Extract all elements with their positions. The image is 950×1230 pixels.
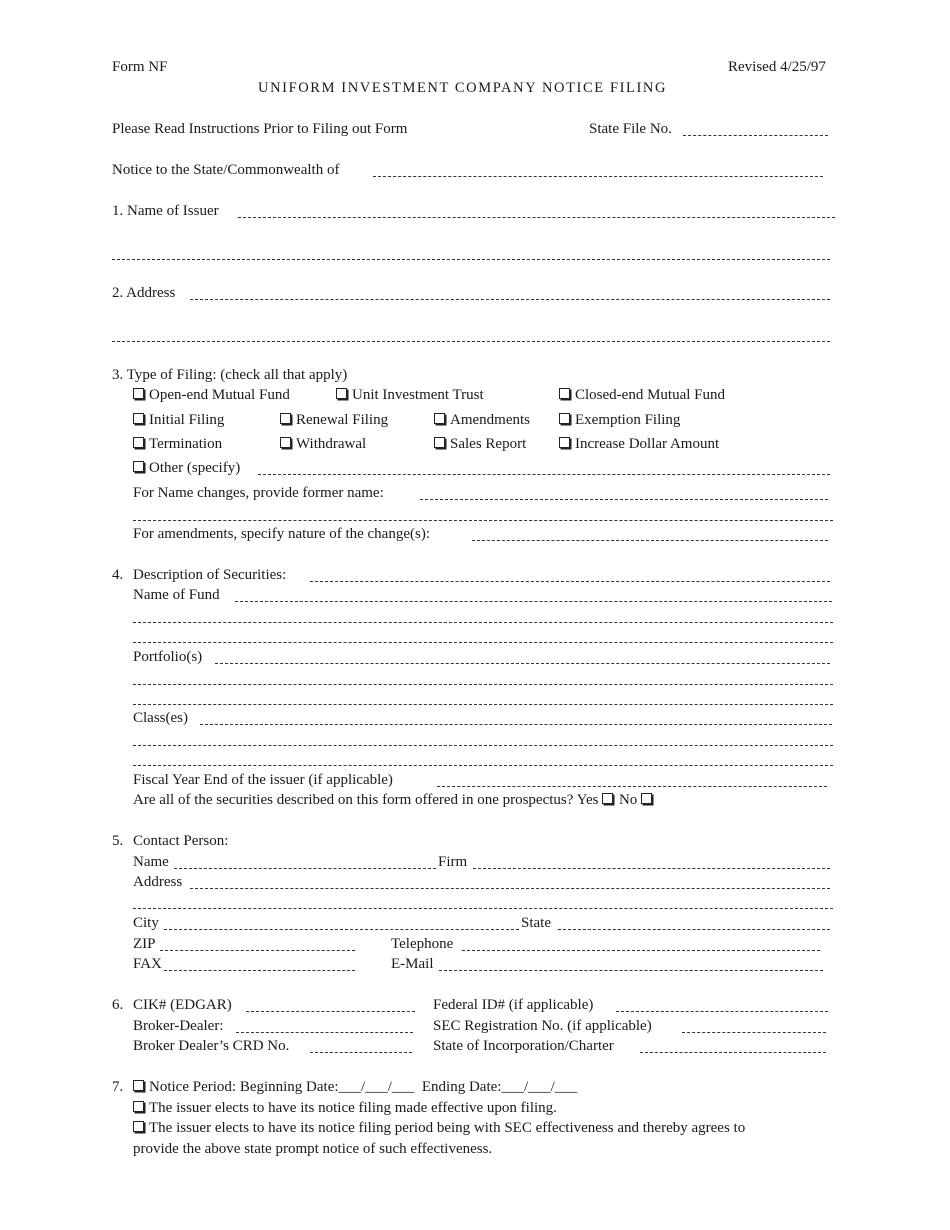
ending-date-field[interactable]: ___/___/___ — [501, 1079, 578, 1095]
contact-zip-label: ZIP — [133, 936, 156, 952]
crd-field[interactable] — [310, 1052, 412, 1053]
checkbox-icon[interactable] — [336, 388, 347, 399]
section-6-number: 6. — [112, 997, 124, 1013]
checkbox-icon[interactable] — [641, 793, 652, 804]
filing-type-label: 3. Type of Filing: (check all that apply) — [112, 367, 348, 383]
contact-fax-label: FAX — [133, 956, 162, 972]
section-5-number: 5. — [112, 833, 124, 849]
checkbox-icon[interactable] — [559, 413, 570, 424]
contact-email-field[interactable] — [439, 970, 823, 971]
former-name-field-2[interactable] — [133, 520, 833, 521]
option-exemption[interactable]: Exemption Filing — [559, 411, 680, 429]
option-open-end[interactable]: Open-end Mutual Fund — [133, 386, 290, 404]
checkbox-icon[interactable] — [133, 1121, 144, 1132]
option-sales-report[interactable]: Sales Report — [434, 435, 526, 453]
issuer-name-field[interactable] — [238, 217, 835, 218]
contact-address-field-2[interactable] — [133, 908, 833, 909]
checkbox-icon[interactable] — [602, 793, 613, 804]
portfolios-field-2[interactable] — [133, 684, 833, 685]
description-label: Description of Securities: — [133, 567, 287, 583]
issuer-name-label: 1. Name of Issuer — [112, 203, 219, 219]
sec-registration-label: SEC Registration No. (if applicable) — [433, 1018, 652, 1034]
broker-dealer-label: Broker-Dealer: — [133, 1018, 224, 1034]
crd-label: Broker Dealer’s CRD No. — [133, 1038, 290, 1054]
other-specify-field[interactable] — [258, 474, 830, 475]
checkbox-icon[interactable] — [434, 437, 445, 448]
prospectus-question: Are all of the securities described on this form offered in one prospectus? Yes No — [133, 791, 657, 809]
revised-date: Revised 4/25/97 — [728, 59, 826, 75]
option-amendments[interactable]: Amendments — [434, 411, 530, 429]
contact-fax-field[interactable] — [164, 970, 355, 971]
former-name-field[interactable] — [420, 499, 828, 500]
address-field-2[interactable] — [112, 341, 830, 342]
cik-label: CIK# (EDGAR) — [133, 997, 232, 1013]
contact-address-field[interactable] — [190, 888, 830, 889]
contact-city-label: City — [133, 915, 159, 931]
fund-name-field-2[interactable] — [133, 622, 833, 623]
checkbox-icon[interactable] — [559, 388, 570, 399]
amendments-label: For amendments, specify nature of the change(s): — [133, 526, 430, 542]
notice-state-field[interactable] — [373, 176, 823, 177]
contact-name-field[interactable] — [174, 868, 436, 869]
incorporation-label: State of Incorporation/Charter — [433, 1038, 614, 1054]
checkbox-icon[interactable] — [559, 437, 570, 448]
contact-person-label: Contact Person: — [133, 833, 229, 849]
elect-sec-continuation: provide the above state prompt notice of such effectiveness. — [133, 1141, 493, 1157]
contact-name-label: Name — [133, 854, 169, 870]
issuer-name-field-2[interactable] — [112, 259, 830, 260]
option-increase-amount[interactable]: Increase Dollar Amount — [559, 435, 719, 453]
contact-state-label: State — [521, 915, 551, 931]
option-renewal[interactable]: Renewal Filing — [280, 411, 388, 429]
contact-firm-label: Firm — [438, 854, 468, 870]
beginning-date-field[interactable]: ___/___/___ — [338, 1079, 415, 1095]
contact-telephone-field[interactable] — [462, 950, 820, 951]
portfolios-field-3[interactable] — [133, 704, 833, 705]
section-7-number: 7. — [112, 1079, 124, 1095]
page-title: UNIFORM INVESTMENT COMPANY NOTICE FILING — [258, 80, 668, 96]
portfolios-field[interactable] — [215, 663, 830, 664]
state-file-field[interactable] — [683, 135, 828, 136]
federal-id-label: Federal ID# (if applicable) — [433, 997, 594, 1013]
checkbox-icon[interactable] — [280, 413, 291, 424]
option-closed-end[interactable]: Closed-end Mutual Fund — [559, 386, 725, 404]
prospectus-yes[interactable]: Yes — [577, 792, 616, 808]
contact-address-label: Address — [133, 874, 183, 890]
checkbox-icon[interactable] — [133, 437, 144, 448]
prospectus-no[interactable]: No — [619, 792, 657, 808]
notice-to-label: Notice to the State/Commonwealth of — [112, 162, 340, 178]
cik-field[interactable] — [246, 1011, 415, 1012]
contact-city-field[interactable] — [164, 929, 519, 930]
contact-telephone-label: Telephone — [391, 936, 454, 952]
section-4-number: 4. — [112, 567, 124, 583]
classes-label: Class(es) — [133, 710, 188, 726]
federal-id-field[interactable] — [616, 1011, 828, 1012]
contact-email-label: E-Mail — [391, 956, 434, 972]
option-withdrawal[interactable]: Withdrawal — [280, 435, 366, 453]
address-field[interactable] — [190, 299, 830, 300]
instructions-note: Please Read Instructions Prior to Filing out Form — [112, 121, 408, 137]
checkbox-icon[interactable] — [280, 437, 291, 448]
contact-state-field[interactable] — [558, 929, 830, 930]
option-termination[interactable]: Termination — [133, 435, 222, 453]
state-file-label: State File No. — [589, 121, 672, 137]
fund-name-field-3[interactable] — [133, 642, 833, 643]
checkbox-icon[interactable] — [133, 413, 144, 424]
classes-field[interactable] — [200, 724, 832, 725]
checkbox-icon[interactable] — [133, 461, 144, 472]
elect-upon-filing-option[interactable]: The issuer elects to have its notice filing made effective upon filing. — [133, 1099, 557, 1117]
broker-dealer-field[interactable] — [236, 1032, 413, 1033]
former-name-label: For Name changes, provide former name: — [133, 485, 384, 501]
sec-registration-field[interactable] — [682, 1032, 826, 1033]
checkbox-icon[interactable] — [133, 1080, 144, 1091]
checkbox-icon[interactable] — [133, 1101, 144, 1112]
contact-firm-field[interactable] — [473, 868, 830, 869]
fund-name-field[interactable] — [235, 601, 832, 602]
description-field[interactable] — [310, 581, 830, 582]
contact-zip-field[interactable] — [160, 950, 355, 951]
fiscal-year-label: Fiscal Year End of the issuer (if applicable) — [133, 772, 393, 788]
fund-name-label: Name of Fund — [133, 587, 220, 603]
classes-field-2[interactable] — [133, 745, 833, 746]
classes-field-3[interactable] — [133, 765, 833, 766]
checkbox-icon[interactable] — [133, 388, 144, 399]
form-id: Form NF — [112, 59, 168, 75]
fiscal-year-field[interactable] — [437, 786, 827, 787]
address-label: 2. Address — [112, 285, 176, 301]
checkbox-icon[interactable] — [434, 413, 445, 424]
option-other[interactable]: Other (specify) — [133, 459, 240, 477]
amendments-field[interactable] — [472, 540, 828, 541]
option-initial[interactable]: Initial Filing — [133, 411, 224, 429]
elect-sec-option[interactable]: The issuer elects to have its notice filing period being with SEC effectiveness and thereby agrees to — [133, 1119, 745, 1137]
option-unit-trust[interactable]: Unit Investment Trust — [336, 386, 484, 404]
incorporation-field[interactable] — [640, 1052, 826, 1053]
portfolios-label: Portfolio(s) — [133, 649, 203, 665]
notice-period-option[interactable]: Notice Period: Beginning Date:___/___/___ Ending Date:___/___/___ — [133, 1078, 577, 1096]
